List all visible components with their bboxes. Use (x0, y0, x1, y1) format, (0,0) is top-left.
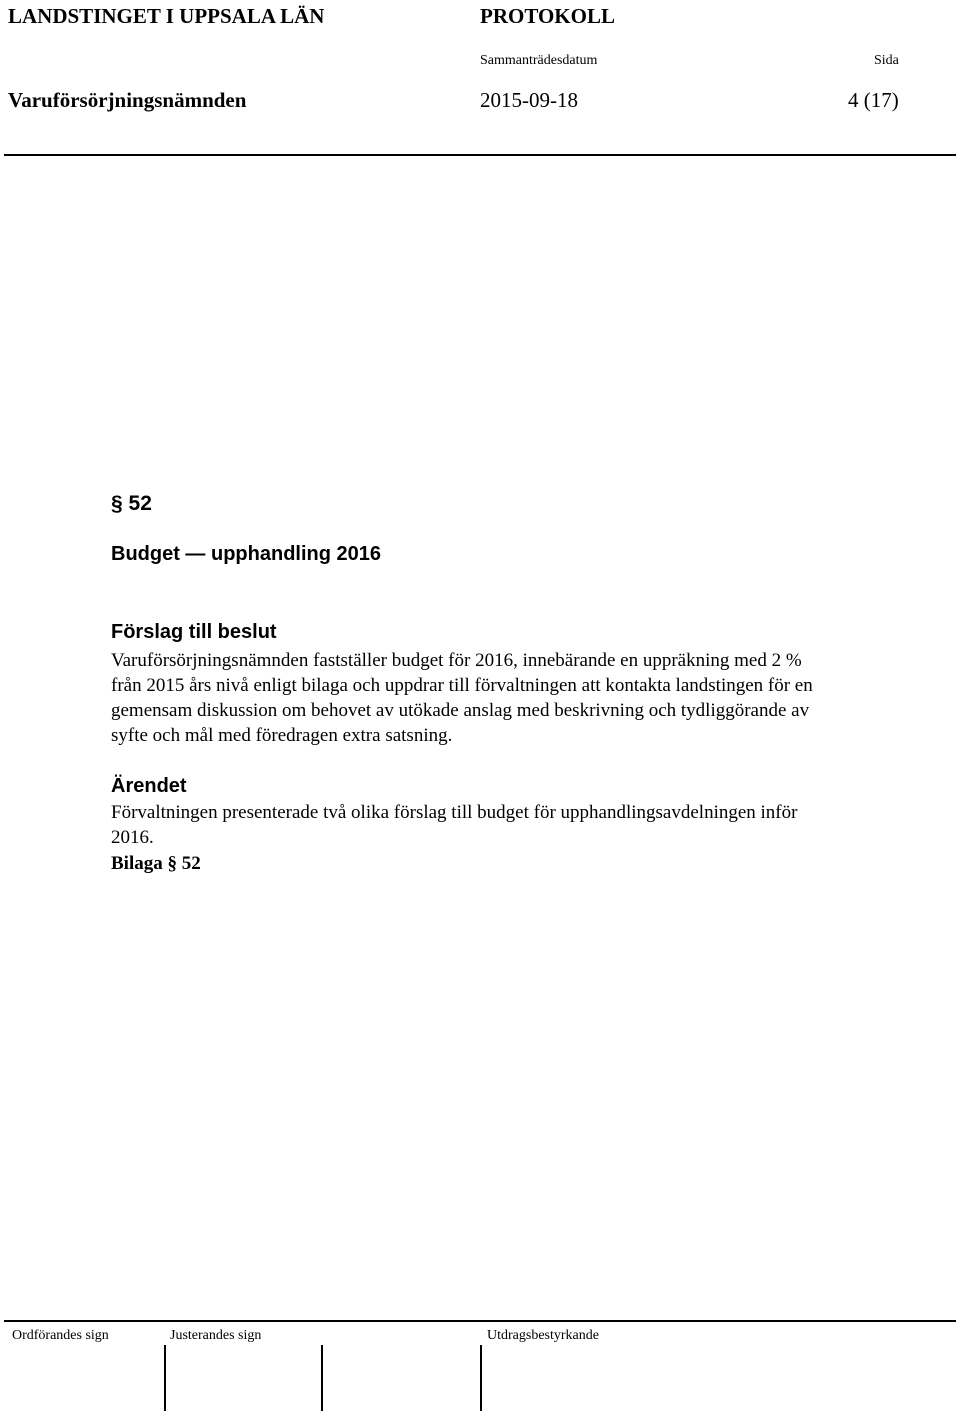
organization-name: LANDSTINGET I UPPSALA LÄN (8, 4, 325, 28)
section-title: Budget — upphandling 2016 (111, 543, 382, 565)
chair-sign-label: Ordförandes sign (12, 1328, 109, 1343)
matter-line: Förvaltningen presenterade två olika förslag till budget för upphandlingsavdelningen inför (111, 802, 798, 823)
adjuster-sign-label: Justerandes sign (170, 1328, 262, 1343)
page-number: 4 (17) (848, 88, 899, 112)
proposal-heading: Förslag till beslut (111, 621, 277, 643)
document-type: PROTOKOLL (480, 4, 615, 28)
proposal-text (111, 648, 813, 748)
signature-box-divider (164, 1345, 166, 1411)
section-heading (111, 492, 152, 516)
matter-line: 2016. (111, 827, 154, 848)
date-label: Sammanträdesdatum (480, 53, 598, 68)
proposal-line: syfte och mål med föredragen extra satsning. (111, 725, 453, 746)
attachment-reference: Bilaga § 52 (111, 853, 201, 874)
proposal-line: från 2015 års nivå enligt bilaga och uppdrar till förvaltningen att kontakta landstingen för en (111, 675, 813, 696)
matter-heading: Ärendet (111, 775, 187, 797)
extract-certification-label: Utdragsbestyrkande (487, 1328, 599, 1343)
footer-divider (4, 1320, 956, 1322)
proposal-line: gemensam diskussion om behovet av utökade anslag med beskrivning och tydliggörande av (111, 700, 810, 721)
proposal-line: Varuförsörjningsnämnden fastställer budget för 2016, innebärande en uppräkning med 2 % (111, 650, 802, 671)
signature-box-divider (480, 1345, 482, 1411)
meeting-date: 2015-09-18 (480, 88, 578, 112)
matter-text (111, 800, 797, 850)
section-number: 52 (128, 492, 152, 515)
committee-name: Varuförsörjningsnämnden (8, 88, 247, 112)
signature-box-divider (321, 1345, 323, 1411)
header-divider (4, 154, 956, 156)
page-label: Sida (874, 53, 899, 68)
paragraph-symbol: § (111, 492, 123, 515)
